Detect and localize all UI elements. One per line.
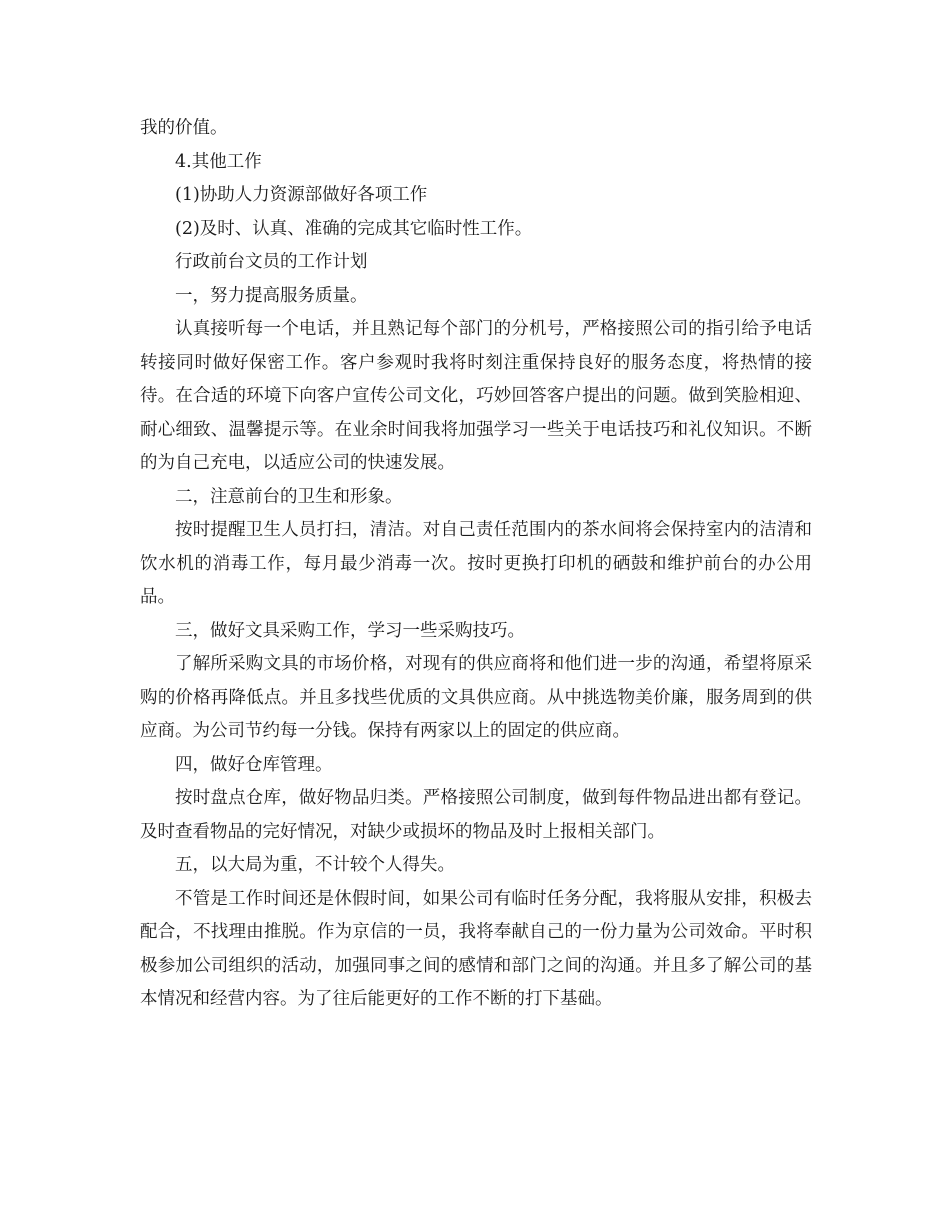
document-body — [140, 112, 812, 1017]
section-heading: 四，做好仓库管理。 — [175, 754, 333, 775]
paragraph: 认真接听每一个电话，并且熟记每个部门的分机号，严格接照公司的指引给予电话转接同时做好保密工作。客户参观时我将时刻注重保持良好的服务态度，将热情的接待。在合适的环境下向客户宣传公司文化，巧妙回答客户提出的问题。做到笑脸相迎、耐心细致、温馨提示等。在业余时间我将加强学习一些关于电话技巧和礼仪知识。不断的为自己充电，以适应公司的快速发展。 — [140, 319, 812, 473]
document-title: 行政前台文员的工作计划 — [175, 252, 368, 272]
paragraph: 了解所采购文具的市场价格，对现有的供应商将和他们进一步的沟通，希望将原采购的价格再降低点。并且多找些优质的文具供应商。从中挑选物美价廉，服务周到的供应商。为公司节约每一分钱。保持有两家以上的固定的供应商。 — [140, 654, 812, 741]
section-heading: 4.其他工作 — [175, 151, 262, 172]
paragraph: 不管是工作时间还是休假时间，如果公司有临时任务分配，我将服从安排，积极去配合，不找理由推脱。作为京信的一员，我将奉献自己的一份力量为公司效命。平时积极参加公司组织的活动，加强同事之间的感情和部门之间的沟通。并且多了解公司的基本情况和经营内容。为了往后能更好的工作不断的打下基础。 — [140, 888, 812, 1009]
section-heading: 一，努力提高服务质量。 — [175, 285, 368, 306]
section-heading: 二，注意前台的卫生和形象。 — [175, 486, 403, 507]
paragraph: 按时提醒卫生人员打扫，清洁。对自己责任范围内的茶水间将会保持室内的洁清和饮水机的消毒工作，每月最少消毒一次。按时更换打印机的硒鼓和维护前台的办公用品。 — [140, 520, 812, 607]
list-item: (1)协助人力资源部做好各项工作 — [175, 185, 428, 205]
section-heading: 三，做好文具采购工作，学习一些采购技巧。 — [175, 620, 525, 641]
paragraph: 按时盘点仓库，做好物品归类。严格接照公司制度，做到每件物品进出都有登记。及时查看物品的完好情况，对缺少或损坏的物品及时上报相关部门。 — [140, 788, 812, 842]
paragraph: 我的价值。 — [140, 118, 228, 138]
list-item: (2)及时、认真、准确的完成其它临时性工作。 — [175, 218, 533, 239]
section-heading: 五，以大局为重，不计较个人得失。 — [175, 855, 455, 875]
